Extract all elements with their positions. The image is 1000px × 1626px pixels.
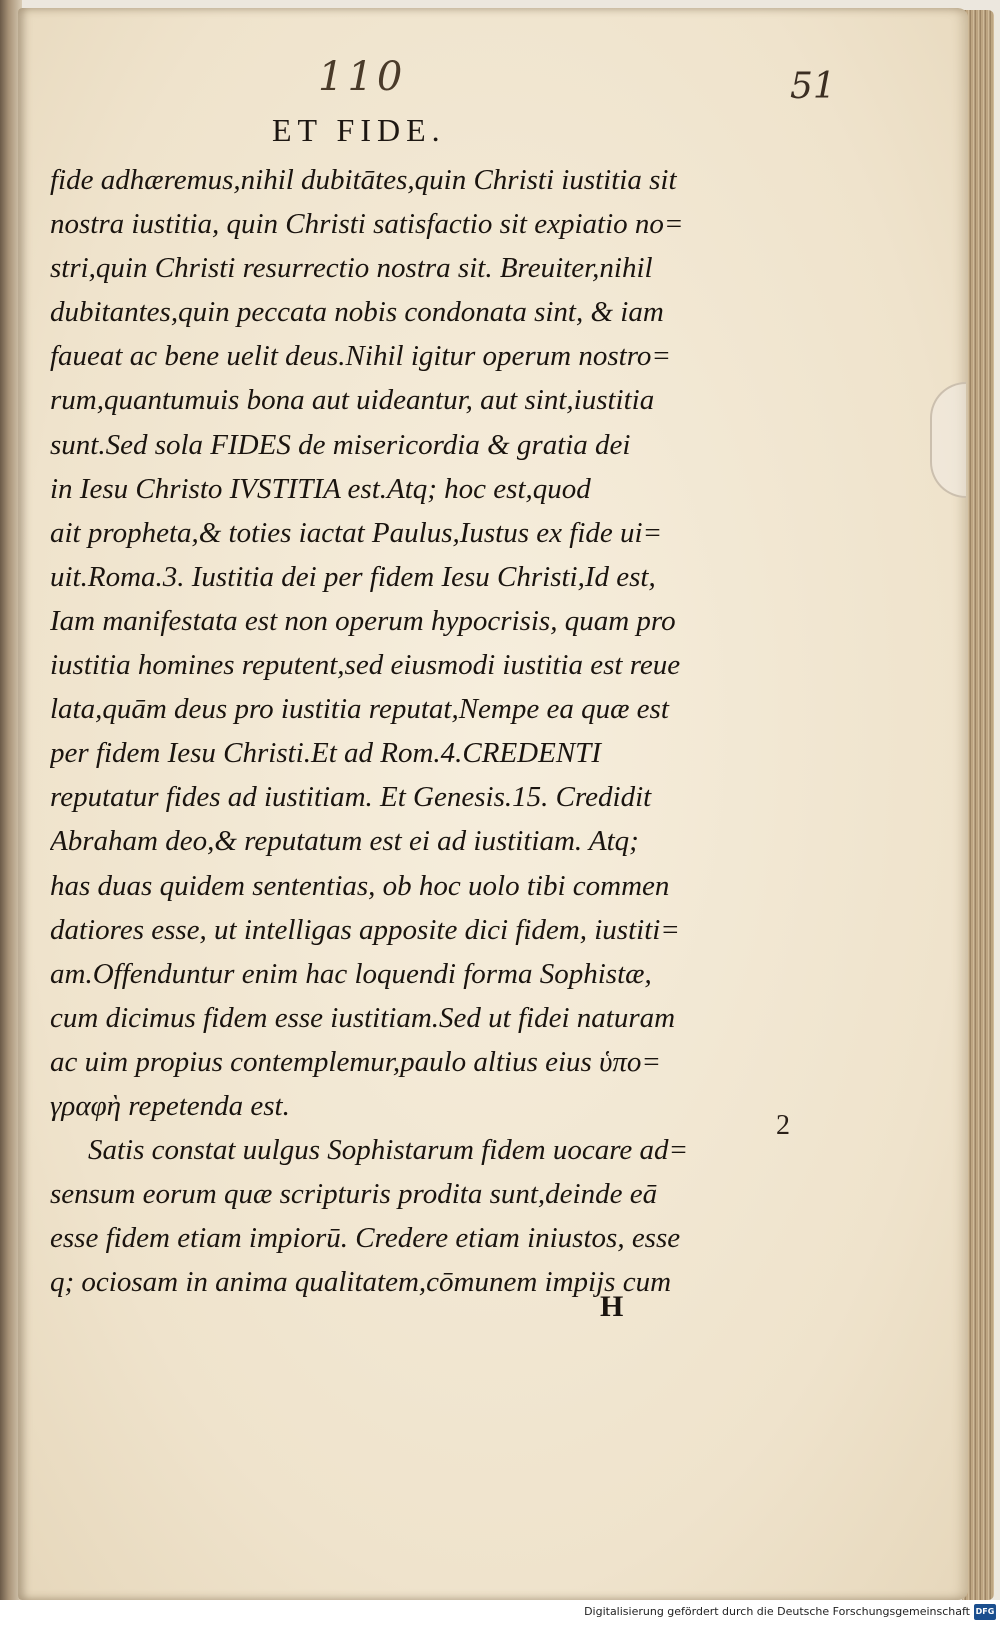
text-line: in Iesu Christo IVSTITIA est.Atq; hoc est,quod xyxy=(50,472,591,505)
text-line: ait propheta,& toties iactat Paulus,Iustus ex fide ui= xyxy=(50,516,663,549)
text-line: uit.Roma.3. Iustitia dei per fidem Iesu Christi,Id est, xyxy=(50,560,656,593)
dfg-logo: DFG xyxy=(974,1604,996,1620)
footer-bar xyxy=(0,1600,1000,1626)
text-line: reputatur fides ad iustitiam. Et Genesis.15. Credidit xyxy=(50,781,652,814)
text-line: has duas quidem sententias, ob hoc uolo tibi commen xyxy=(50,869,670,902)
text-line: sunt.Sed sola FIDES de misericordia & gratia dei xyxy=(50,428,631,461)
text-line: q; ociosam in anima qualitatem,cōmunem impijs cum xyxy=(50,1266,672,1299)
handwritten-folio: 110 xyxy=(318,54,407,100)
footer-credit: Digitalisierung gefördert durch die Deutsche Forschungsgemeinschaft xyxy=(584,1605,970,1618)
text-line: lata,quām deus pro iustitia reputat,Nempe ea quæ est xyxy=(50,693,669,726)
text-line: am.Offenduntur enim hac loquendi forma Sophistæ, xyxy=(50,957,652,990)
page-clip-tab xyxy=(930,382,966,498)
text-line: iustitia homines reputent,sed eiusmodi iustitia est reue xyxy=(50,649,681,682)
text-line: fide adhæremus,nihil dubitātes,quin Christi iustitia sit xyxy=(50,164,677,196)
text-line: ac uim propius contemplemur,paulo altius eius ὑπο= xyxy=(50,1045,661,1078)
text-line: Satis constat uulgus Sophistarum fidem uocare ad= xyxy=(88,1134,689,1167)
text-line: Abraham deo,& reputatum est ei ad iustitiam. Atq; xyxy=(50,825,639,858)
text-line: sensum eorum quæ scripturis prodita sunt,deinde eā xyxy=(50,1178,658,1211)
running-head: ET FIDE. xyxy=(272,112,446,148)
text-line: Iam manifestata est non operum hypocrisis, quam pro xyxy=(50,604,676,637)
margin-note: 2 xyxy=(776,1110,790,1141)
text-line: stri,quin Christi resurrectio nostra sit. Breuiter,nihil xyxy=(50,252,653,285)
text-line: nostra iustitia, quin Christi satisfactio sit expiatio no= xyxy=(50,208,684,241)
signature-mark: H xyxy=(600,1290,624,1323)
text-line: faueat ac bene uelit deus.Nihil igitur operum nostro= xyxy=(50,340,671,373)
text-line: rum,quantumuis bona aut uideantur, aut sint,iustitia xyxy=(50,384,655,417)
text-line: γραφὴ repetenda est. xyxy=(50,1089,290,1122)
text-line: esse fidem etiam impiorū. Credere etiam iniustos, esse xyxy=(50,1222,681,1255)
text-line: cum dicimus fidem esse iustitiam.Sed ut fidei naturam xyxy=(50,1001,676,1034)
text-line: dubitantes,quin peccata nobis condonata sint, & iam xyxy=(50,296,664,329)
text-line: per fidem Iesu Christi.Et ad Rom.4.CREDENTI xyxy=(50,737,601,770)
text-block xyxy=(50,158,750,1304)
text-line: datiores esse, ut intelligas apposite dici fidem, iustiti= xyxy=(50,913,680,946)
handwritten-page-number: 51 xyxy=(790,66,836,107)
